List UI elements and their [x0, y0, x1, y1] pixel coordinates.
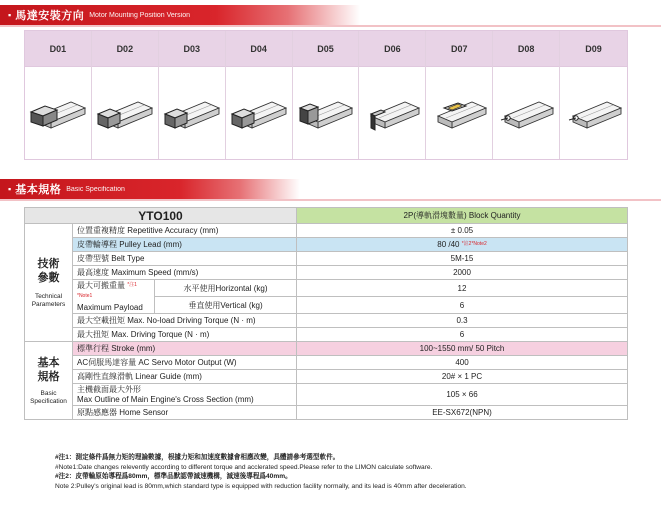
table-row — [25, 356, 628, 370]
table-row — [25, 266, 628, 280]
motor-d02-icon — [92, 67, 158, 159]
table-row — [25, 314, 628, 328]
row-label: 最高速度 Maximum Speed (mm/s) — [73, 266, 297, 280]
row-label: 主機截面最大外形 Max Outline of Main Engine's Cross Section (mm) — [73, 384, 297, 406]
group-label-en: Basic Specification — [30, 389, 67, 405]
motor-d07-icon — [426, 67, 492, 159]
row-label: 位置重複精度 Repetitive Accuracy (mm) — [73, 224, 297, 238]
mounting-code: D03 — [159, 31, 225, 67]
row-label: 皮帶輪導程 Pulley Lead (mm) — [73, 238, 297, 252]
mounting-cell-d01 — [25, 31, 92, 159]
mounting-cell-d07 — [426, 31, 493, 159]
row-value: 80 /40 $^{*註2*Note2}$ — [297, 238, 628, 252]
row-value: 0.3 — [297, 314, 628, 328]
motor-d09-icon — [560, 67, 627, 159]
block-quantity: 2P(導軌滑塊數量) Block Quantity — [297, 208, 628, 224]
table-row — [25, 370, 628, 384]
bullet-icon: ▪ — [8, 184, 12, 194]
mounting-cell-d09 — [560, 31, 627, 159]
group-label-zh: 基本 — [37, 356, 60, 369]
section-title-zh: 馬達安裝方向 — [15, 10, 85, 22]
row-value: 400 — [297, 356, 628, 370]
note-2-en: Note 2:Pulley's original lead is 80mm,which standard type is equipped with reduction facility normally, and its lead is 40mm after deceleration. — [55, 482, 467, 490]
motor-d03-icon — [159, 67, 225, 159]
row-value: 105 × 66 — [297, 384, 628, 406]
note-tag: *註2*Note2 — [461, 241, 487, 247]
row-label: 標準行程 Stroke (mm) — [73, 342, 297, 356]
row-label: AC伺服馬達容量 AC Servo Motor Output (W) — [73, 356, 297, 370]
row-label: 最大扭矩 Max. Driving Torque (N · m) — [73, 328, 297, 342]
group-label-en: Technical Parameters — [31, 292, 66, 308]
table-header-row — [25, 208, 628, 224]
mounting-cell-d02 — [92, 31, 159, 159]
table-row — [25, 238, 628, 252]
section-header-spec — [0, 179, 300, 199]
row-label: 皮帶型號 Belt Type — [73, 252, 297, 266]
payload-vertical-label: 垂直使用Vertical (kg) — [188, 300, 263, 310]
row-value: 20# × 1 PC — [297, 370, 628, 384]
row-label: 最大空載扭矩 Max. No-load Driving Torque (N · m) — [73, 314, 297, 328]
section-title-en: Basic Specification — [66, 185, 125, 193]
row-value: 6 — [297, 297, 628, 314]
motor-d08-icon — [493, 67, 559, 159]
group-basic — [25, 342, 73, 420]
row-value: ± 0.05 — [297, 224, 628, 238]
mounting-cell-d06 — [359, 31, 426, 159]
row-value: 5M-15 — [297, 252, 628, 266]
mounting-cell-d04 — [226, 31, 293, 159]
payload-label: 最大可搬重量 $^{*注1 *Note1}$ Maximum Payload 水平使用Horizontal (kg) 垂直使用Vertical (kg) — [73, 280, 297, 314]
motor-d01-icon — [25, 67, 91, 159]
motor-d05-icon — [293, 67, 359, 159]
mounting-code: D05 — [293, 31, 359, 67]
row-value: 6 — [297, 328, 628, 342]
group-technical — [25, 224, 73, 342]
note-2-zh: #注2：皮帶輪原始導程爲80mm，標準品默認帶減速機構，減速後導程爲40mm。 — [55, 473, 292, 480]
mounting-code: D02 — [92, 31, 158, 67]
note-1-en: #Note1:Date changes relevently according to different torque and acclerated speed.Please refer to the LIMON calculate software. — [55, 463, 433, 471]
divider — [0, 199, 661, 201]
section-header-mounting — [0, 5, 360, 25]
mounting-cell-d05 — [293, 31, 360, 159]
table-row — [25, 406, 628, 420]
payload-label-en: Maximum Payload — [77, 303, 143, 312]
table-row — [25, 328, 628, 342]
table-row — [25, 342, 628, 356]
section-title-en: Motor Mounting Position Version — [89, 11, 190, 19]
motor-d06-icon — [359, 67, 425, 159]
group-label-zh: 參數 — [37, 271, 60, 284]
group-label-zh: 規格 — [37, 370, 60, 383]
row-value: 12 — [297, 280, 628, 297]
mounting-code: D01 — [25, 31, 91, 67]
row-value: 100~1550 mm/ 50 Pitch — [297, 342, 628, 356]
model-name: YTO100 — [25, 208, 297, 224]
table-row — [25, 252, 628, 266]
note-tag: *注1 *Note1 — [77, 282, 137, 299]
note-1-zh: #注1：測定條件爲無力矩的理論數據，根據力矩和加速度數據會相應改變，具體請參考選型軟件。 — [55, 454, 340, 461]
mounting-cell-d08 — [493, 31, 560, 159]
row-label: 高剛性直線滑軌 Linear Guide (mm) — [73, 370, 297, 384]
mounting-position-table — [24, 30, 628, 160]
row-value: EE-SX672(NPN) — [297, 406, 628, 420]
mounting-code: D07 — [426, 31, 492, 67]
table-row — [25, 280, 628, 297]
payload-horizontal-label: 水平使用Horizontal (kg) — [155, 280, 296, 297]
mounting-cell-d03 — [159, 31, 226, 159]
spec-table — [24, 207, 628, 420]
mounting-code: D06 — [359, 31, 425, 67]
row-value: 2000 — [297, 266, 628, 280]
divider — [0, 25, 661, 27]
group-label-zh: 技術 — [37, 257, 60, 270]
mounting-code: D08 — [493, 31, 559, 67]
footnotes — [55, 453, 467, 491]
motor-d04-icon — [226, 67, 292, 159]
section-title-zh: 基本規格 — [15, 184, 62, 196]
row-label: 原點感應器 Home Sensor — [73, 406, 297, 420]
mounting-code: D09 — [560, 31, 627, 67]
mounting-code: D04 — [226, 31, 292, 67]
table-row — [25, 224, 628, 238]
table-row — [25, 384, 628, 406]
bullet-icon: ▪ — [8, 10, 12, 20]
